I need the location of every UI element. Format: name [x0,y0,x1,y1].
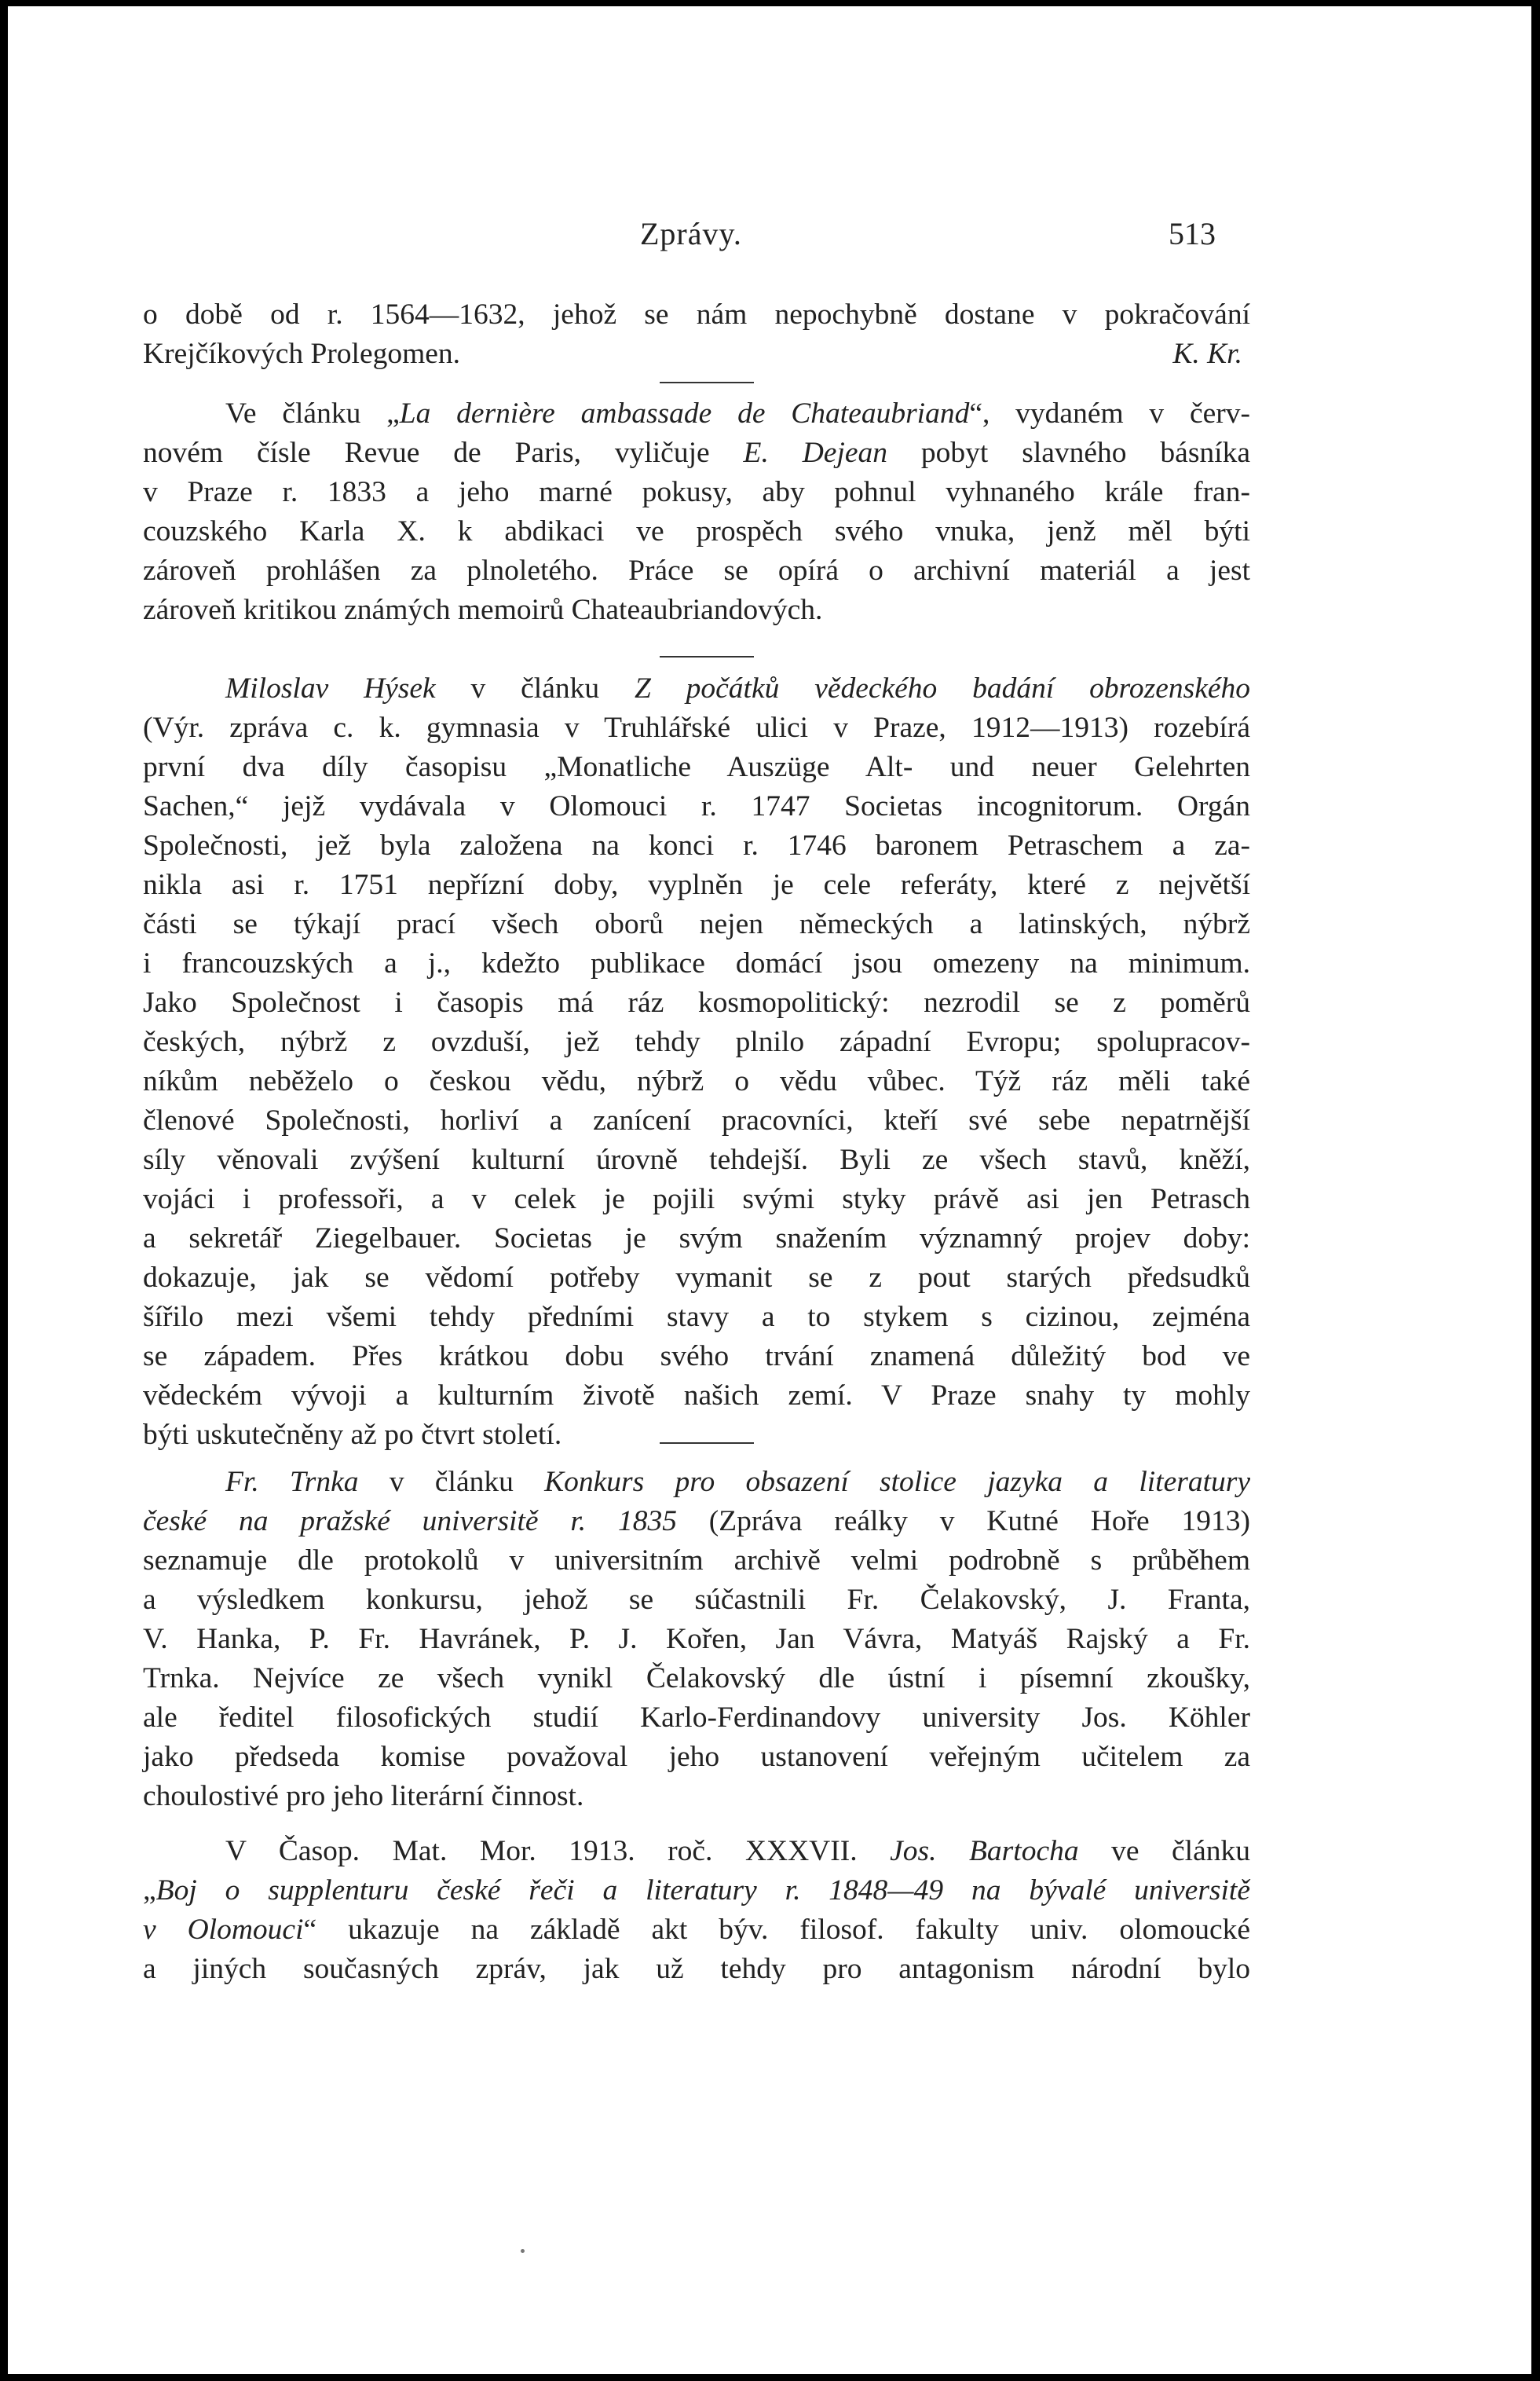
running-header [0,215,1540,255]
italic-author: Miloslav Hýsek [225,672,436,705]
text-line: vojáci i professoři, a v celek je pojili svými styky právě asi jen Petrasch [143,1183,1250,1215]
italic-author: Fr. Trnka [225,1466,359,1498]
section-divider [660,1442,754,1444]
text-line: nikla asi r. 1751 nepřízní doby, vyplněn je cele referáty, které z největší [143,869,1250,901]
text-line: couzského Karla X. k abdikaci ve prospěch svého vnuka, jenž měl býti [143,515,1250,548]
paragraph-hysek [143,669,1250,1455]
text-line: v Praze r. 1833 a jeho marné pokusy, aby pohnul vyhnaného krále fran- [143,476,1250,508]
section-divider [660,656,754,658]
italic-title: Konkurs pro obsazení stolice jazyka a literatury [544,1466,1250,1498]
text-line: Sachen,“ jejž vydávala v Olomouci r. 1747 Societas incognitorum. Orgán [143,790,1250,822]
text-line: V Časop. Mat. Mor. 1913. roč. XXXVII. Jos. Bartocha ve článku [225,1835,1250,1867]
text-line: a jiných současných zpráv, jak už tehdy pro antagonism národní bylo [143,1953,1250,1985]
text-line: V. Hanka, P. Fr. Havránek, P. J. Kořen, Jan Vávra, Matyáš Rajský a Fr. [143,1623,1250,1655]
text-line: i francouzských a j., kdežto publikace domácí jsou omezeny na minimum. [143,947,1250,980]
text-line: síly věnovali zvýšení kulturní úrovně tehdejší. Byli ze všech stavů, kněží, [143,1144,1250,1176]
text-line: českých, nýbrž z ovzduší, jež tehdy plnilo západní Evropu; spolupracov- [143,1026,1250,1058]
italic-title: Z počátků vědeckého badání obrozenského [634,672,1250,705]
text-line: šířilo mezi všemi tehdy předními stavy a to stykem s cizinou, zejména [143,1301,1250,1333]
text-line: v Olomouci“ ukazuje na základě akt býv. filosof. fakulty univ. olomoucké [143,1914,1250,1946]
paragraph-chateaubriand [143,394,1250,630]
text-line: Fr. Trnka v článku Konkurs pro obsazení stolice jazyka a literatury [225,1466,1250,1498]
page-number: 513 [1169,216,1216,251]
text-line: choulostivé pro jeho literární činnost. [143,1780,584,1812]
text-line: Miloslav Hýsek v článku Z počátků vědeckého badání obrozenského [225,672,1250,705]
text-line-with-signature [143,335,1250,374]
section-divider [660,382,754,383]
paragraph-trnka [143,1463,1250,1816]
text-line: zároveň kritikou známých memoirů Chateaubriandových. [143,594,823,626]
text-line: Ve článku „La dernière ambassade de Chateaubriand“, vydaném v červ- [225,397,1250,430]
italic-title: La dernière ambassade de Chateaubriand [399,397,970,430]
text-line: o době od r. 1564—1632, jehož se nám nepochybně dostane v pokračování [143,299,1250,331]
header-title: Zprávy. [640,216,742,251]
italic-title: Boj o supplenturu české řeči a literatury r. 1848—49 na bývalé universitě [155,1874,1250,1907]
italic-author: Jos. Bartocha [890,1835,1079,1867]
text-line: (Výr. zpráva c. k. gymnasia v Truhlářské ulici v Praze, 1912—1913) rozebírá [143,712,1250,744]
italic-title: české na pražské universitě r. 1835 [143,1505,677,1537]
text-line: a sekretář Ziegelbauer. Societas je svým snažením významný projev doby: [143,1222,1250,1255]
text-line: níkům neběželo o českou vědu, nýbrž o vědu vůbec. Týž ráz měli také [143,1065,1250,1097]
text-line: ale ředitel filosofických studií Karlo-Ferdinandovy university Jos. Köhler [143,1701,1250,1734]
text-line: Jako Společnost i časopis má ráz kosmopolitický: nezrodil se z poměrů [143,987,1250,1019]
text-line: vědeckém vývoji a kulturním životě našich zemí. V Praze snahy ty mohly [143,1379,1250,1412]
italic-author: E. Dejean [743,437,888,469]
text-line: první dva díly časopisu „Monatliche Auszüge Alt- und neuer Gelehrten [143,751,1250,783]
author-signature: K. Kr. [1172,338,1242,370]
text-line: novém čísle Revue de Paris, vyličuje E. Dejean pobyt slavného básníka [143,437,1250,469]
text-line: Krejčíkových Prolegomen. [143,338,461,370]
paragraph-bartocha [143,1832,1250,1989]
paragraph-kr-note [143,295,1250,374]
text-line: se západem. Přes krátkou dobu svého trvání znamená důležitý bod ve [143,1340,1250,1372]
text-line: dokazuje, jak se vědomí potřeby vymanit se z pout starých předsudků [143,1262,1250,1294]
text-line: členové Společnosti, horliví a zanícení pracovníci, kteří své sebe nepatrnější [143,1104,1250,1137]
text-line: zároveň prohlášen za plnoletého. Práce se opírá o archivní materiál a jest [143,555,1250,587]
text-line: seznamuje dle protokolů v universitním archivě velmi podrobně s průběhem [143,1544,1250,1577]
text-line: Společnosti, jež byla založena na konci r. 1746 baronem Petraschem a za- [143,830,1250,862]
text-line: „Boj o supplenturu české řeči a literatury r. 1848—49 na bývalé universitě [143,1874,1250,1907]
italic-title: v Olomouci [143,1914,304,1946]
text-line: Trnka. Nejvíce ze všech vynikl Čelakovský dle ústní i písemní zkoušky, [143,1662,1250,1694]
scan-speck [521,2249,525,2253]
text-line: a výsledkem konkursu, jehož se súčastnili Fr. Čelakovský, J. Franta, [143,1584,1250,1616]
text-line: české na pražské universitě r. 1835 (Zpráva reálky v Kutné Hoře 1913) [143,1505,1250,1537]
text-line: jako předseda komise považoval jeho ustanovení veřejným učitelem za [143,1741,1250,1773]
text-line: části se týkají prací všech oborů nejen německých a latinských, nýbrž [143,908,1250,940]
text-line: býti uskutečněny až po čtvrt století. [143,1419,562,1451]
